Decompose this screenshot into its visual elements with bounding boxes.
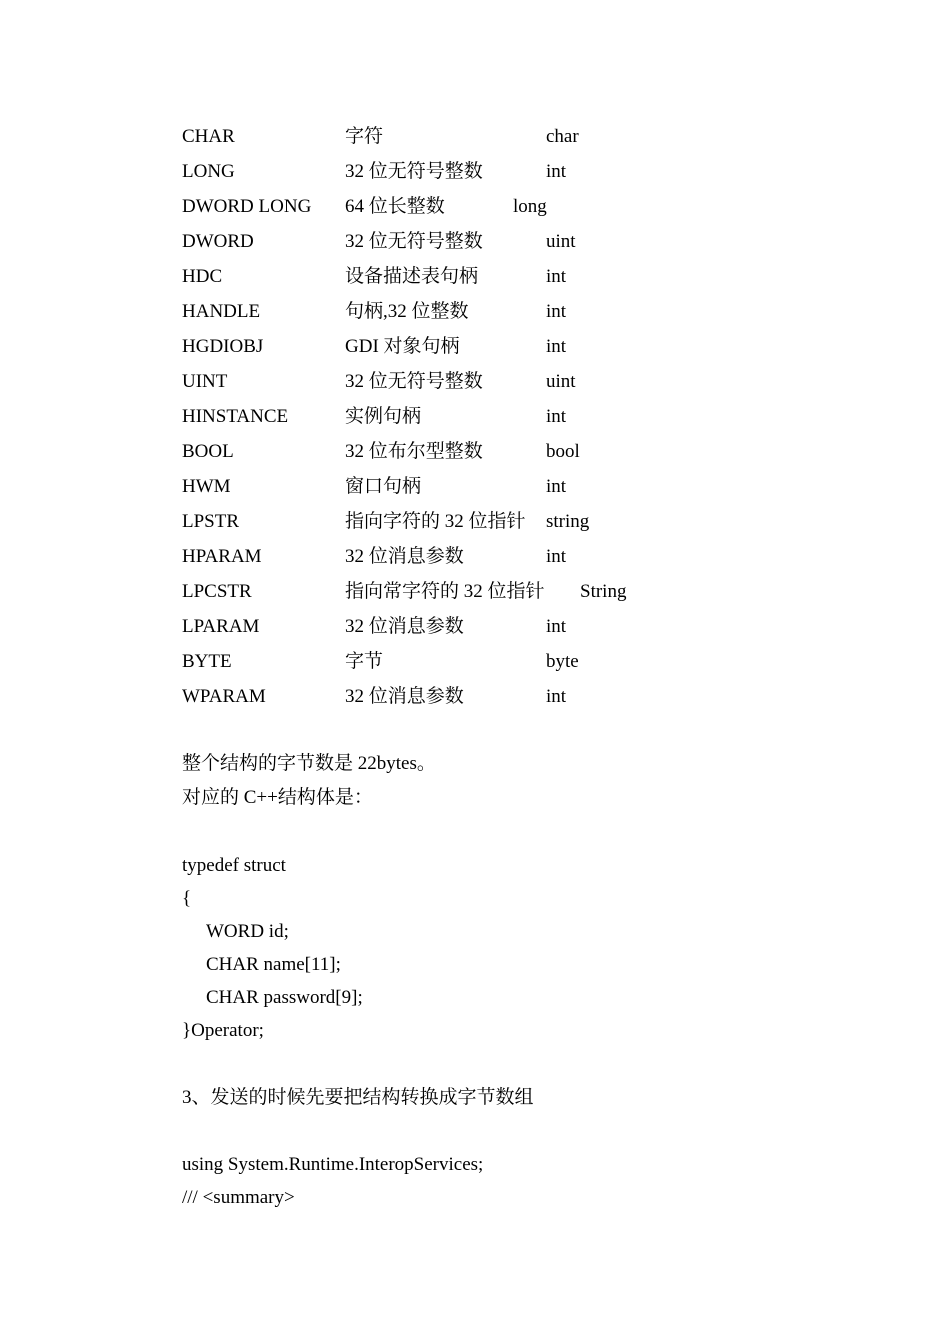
win-type-cell: LPARAM: [182, 616, 260, 637]
table-row: [0, 154, 950, 189]
table-row: [0, 434, 950, 469]
csharp-type-cell: uint: [546, 231, 576, 252]
description-cell: 32 位消息参数: [345, 616, 464, 637]
code-line: typedef struct: [182, 855, 286, 876]
description-cell: 设备描述表句柄: [345, 266, 479, 287]
win-type-cell: LONG: [182, 161, 235, 182]
table-row: [0, 679, 950, 714]
win-type-cell: DWORD: [182, 231, 254, 252]
csharp-type-cell: int: [546, 336, 567, 357]
code-line: {: [182, 888, 192, 909]
table-row: [0, 539, 950, 574]
win-type-cell: HDC: [182, 266, 223, 287]
table-row: [0, 574, 950, 609]
description-cell: 字符: [345, 126, 384, 147]
csharp-type-cell: String: [580, 581, 627, 602]
description-cell: 窗口句柄: [345, 476, 422, 497]
csharp-type-cell: int: [546, 546, 567, 567]
csharp-type-cell: bool: [546, 441, 580, 462]
description-cell: 32 位无符号整数: [345, 231, 483, 252]
code-line: WORD id;: [206, 921, 289, 942]
csharp-type-cell: byte: [546, 651, 579, 672]
csharp-type-cell: int: [546, 161, 567, 182]
table-row: [0, 259, 950, 294]
description-cell: 字节: [345, 651, 384, 672]
table-row: [0, 224, 950, 259]
csharp-type-cell: int: [546, 476, 567, 497]
total-bytes-paragraph: 整个结构的字节数是 22bytes。: [182, 753, 436, 774]
step-heading: 3、发送的时候先要把结构转换成字节数组: [182, 1087, 534, 1108]
csharp-type-cell: int: [546, 266, 567, 287]
code-line: CHAR name[11];: [206, 954, 341, 975]
cpp-struct-intro: 对应的 C++结构体是：: [182, 787, 373, 808]
description-cell: 句柄,32 位整数: [345, 301, 469, 322]
table-row: [0, 294, 950, 329]
win-type-cell: DWORD LONG: [182, 196, 312, 217]
description-cell: 32 位消息参数: [345, 686, 464, 707]
description-cell: 指向字符的 32 位指针: [345, 511, 526, 532]
win-type-cell: HWM: [182, 476, 231, 497]
code-line: CHAR password[9];: [206, 987, 363, 1008]
table-row: [0, 189, 950, 224]
table-row: [0, 609, 950, 644]
table-row: [0, 469, 950, 504]
description-cell: 32 位消息参数: [345, 546, 464, 567]
code-line: using System.Runtime.InteropServices;: [182, 1154, 484, 1175]
table-row: [0, 364, 950, 399]
csharp-type-cell: int: [546, 686, 567, 707]
description-cell: 实例句柄: [345, 406, 422, 427]
win-type-cell: HPARAM: [182, 546, 262, 567]
csharp-type-cell: int: [546, 616, 567, 637]
table-row: [0, 329, 950, 364]
table-row: [0, 119, 950, 154]
win-type-cell: HGDIOBJ: [182, 336, 264, 357]
win-type-cell: UINT: [182, 371, 228, 392]
win-type-cell: HANDLE: [182, 301, 261, 322]
description-cell: 32 位布尔型整数: [345, 441, 483, 462]
csharp-type-cell: long: [513, 196, 547, 217]
description-cell: GDI 对象句柄: [345, 336, 460, 357]
code-line: /// <summary>: [182, 1187, 295, 1208]
csharp-type-cell: int: [546, 301, 567, 322]
description-cell: 64 位长整数: [345, 196, 445, 217]
win-type-cell: LPCSTR: [182, 581, 252, 602]
win-type-cell: CHAR: [182, 126, 235, 147]
csharp-type-cell: char: [546, 126, 579, 147]
csharp-type-cell: string: [546, 511, 590, 532]
win-type-cell: LPSTR: [182, 511, 240, 532]
table-row: [0, 399, 950, 434]
win-type-cell: HINSTANCE: [182, 406, 289, 427]
win-type-cell: WPARAM: [182, 686, 266, 707]
csharp-type-cell: int: [546, 406, 567, 427]
csharp-type-cell: uint: [546, 371, 576, 392]
table-row: [0, 644, 950, 679]
table-row: [0, 504, 950, 539]
win-type-cell: BYTE: [182, 651, 232, 672]
description-cell: 32 位无符号整数: [345, 161, 483, 182]
win-type-cell: BOOL: [182, 441, 234, 462]
code-line: }Operator;: [182, 1020, 264, 1041]
description-cell: 32 位无符号整数: [345, 371, 483, 392]
description-cell: 指向常字符的 32 位指针: [345, 581, 545, 602]
